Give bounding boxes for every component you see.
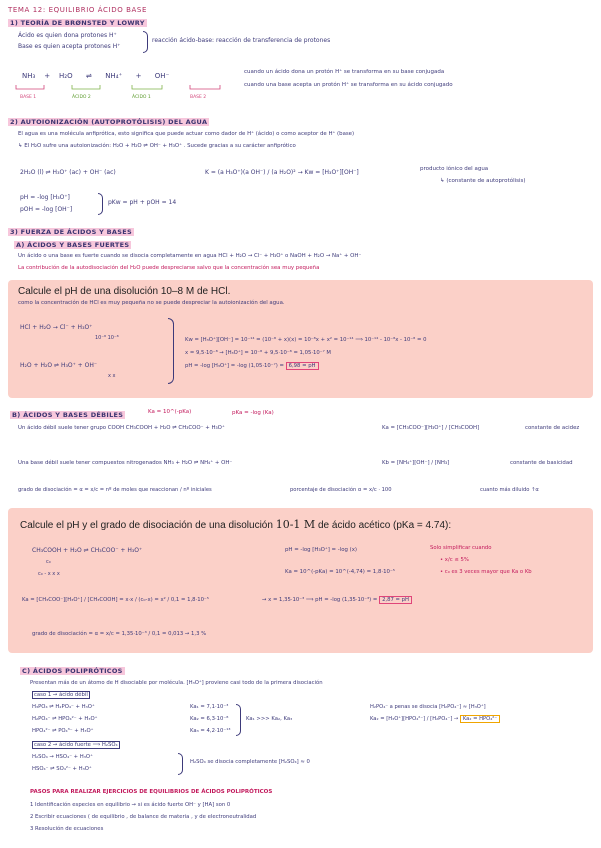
section-1-title-text: 1) TEORÍA DE BRØNSTED Y LOWRY — [10, 19, 145, 27]
subsection-c-title — [20, 667, 125, 675]
kw-expression: K = (a H₃O⁺)(a OH⁻) / (a H₂O)² → Kw = [H₃O⁺][OH⁻] — [205, 169, 359, 176]
ph-formula: pH = -log [H₃O⁺] = -log (x) — [285, 547, 358, 553]
exercise-1-title: Calcule el pH de una disolución 10–8 M de HCl. — [18, 286, 231, 297]
hcl-dissociation: HCl + H₂O → Cl⁻ + H₃O⁺ — [20, 324, 93, 331]
subsection-a-title — [14, 241, 131, 249]
ph-brace — [98, 193, 103, 215]
autoprotolysis-note: ↳ (constante de autoprotólisis) — [440, 178, 526, 184]
ka-note: constante de acidez — [525, 425, 580, 431]
definition-brace — [143, 31, 148, 53]
eq-oh: OH⁻ — [154, 72, 170, 80]
sulfuric-note: H₂SO₄ se disocia completamente [H₂SO₄] ≈ 0 — [190, 759, 310, 765]
sulfuric-eq-2: HSO₄⁻ ⇌ SO₄²⁻ + H₃O⁺ — [32, 766, 92, 772]
water-autoionization: H₂O + H₂O ⇌ H₃O⁺ + OH⁻ — [20, 362, 98, 369]
ionic-product-note: producto iónico del agua — [420, 166, 489, 172]
equilibrium-row: c₀ - x x x — [38, 571, 60, 577]
strong-acid-note: La contribución de la autodisociación del H₂O puede despreciarse salvo que la concentración sea muy pequeña — [18, 265, 320, 271]
case-1-text: caso 1 → ácido débil — [34, 692, 88, 698]
eq-nh4: NH₄⁺ — [105, 72, 123, 80]
polyprotic-text: Presentan más de un átomo de H disociable por molécula. [H₃O⁺] proviene casi todo de la primera disociación — [30, 680, 323, 686]
bronsted-equation — [22, 73, 169, 80]
case-2-text: caso 2 → ácido fuerte ⟹ H₂SO₄ — [34, 742, 118, 748]
case-2-label — [32, 743, 120, 748]
subsection-b-title-text: B) ÁCIDOS Y BASES DÉBILES — [12, 411, 124, 419]
kb-expression: Kb = [NH₄⁺][OH⁻] / [NH₃] — [382, 460, 450, 466]
ph-answer-2: 2,87 = pH — [379, 596, 412, 604]
weak-acid-text: Un ácido débil suele tener grupo COOH CH₃COOH + H₂O ⇌ CH₃COO⁻ + H₃O⁺ — [18, 425, 225, 431]
ka-brace — [236, 704, 241, 736]
water-equilibrium: 2H₂O (l) ⇌ H₃O⁺ (ac) + OH⁻ (ac) — [20, 169, 116, 176]
eq-plus-1: + — [44, 72, 51, 80]
section-1-title — [8, 19, 147, 27]
eq-plus-2: + — [135, 72, 142, 80]
section-3-title-text: 3) FUERZA DE ÁCIDOS Y BASES — [10, 228, 132, 236]
ka-from-pka: Ka = 10^(-pKa) = 10^(-4,74) = 1,8·10⁻⁵ — [285, 569, 395, 575]
simplify-note-2: • x/c ≤ 5% — [440, 557, 469, 563]
exercise-2-title-c: de ácido acético (pKa = 4.74): — [315, 520, 452, 531]
ka2-answer: Ka₂ = HPO₄²⁻ — [460, 715, 500, 723]
ph-calc-text: pH = -log [H₃O⁺] = -log (1,05·10⁻⁷) = — [185, 363, 284, 369]
side-note-1: H₂PO₄⁻ a penas se disocia [H₂PO₄⁻] ≈ [H₃O⁺] — [370, 704, 486, 710]
ka1-value: Ka₁ = 7,1·10⁻³ — [190, 704, 229, 710]
acid-definition: Ácido es quien dona protones H⁺ — [18, 32, 117, 39]
kw-equation: Kw = [H₃O⁺][OH⁻] = 10⁻¹⁴ = (10⁻⁸ + x)(x) = 10⁻⁸x + x² = 10⁻¹⁴ ⟹ 10⁻¹⁴ - 10⁻⁸x - 10⁻⁸ = 0 — [185, 337, 427, 343]
ka2-value: Ka₂ = 6,3·10⁻⁸ — [190, 716, 229, 722]
label-acido-2: ÁCIDO 2 — [72, 95, 91, 100]
base-definition: Base es quien acepta protones H⁺ — [18, 43, 121, 50]
amphiprotic-text: El agua es una molécula anfiprótica, esto significa que puede actuar como dador de H⁺ (ácido) o como aceptor de H⁺ (base) — [18, 131, 355, 137]
acid-base-reaction-note: reacción ácido-base: reacción de transferencia de protones — [152, 37, 331, 44]
phosphoric-eq-3: HPO₄²⁻ ⇌ PO₄³⁻ + H₃O⁺ — [32, 728, 94, 734]
ph-answer: 6,98 = pH — [286, 362, 319, 370]
ka-equation: Ka = [CH₃COO⁻][H₃O⁺] / [CH₃COOH] = x·x / (c₀-x) = x² / 0,1 = 1,8·10⁻⁵ — [22, 597, 209, 603]
subsection-b-title — [10, 411, 125, 419]
sulfuric-brace — [178, 753, 183, 775]
x-solution: x = 9,5·10⁻⁸ → [H₃O⁺] = 10⁻⁸ + 9,5·10⁻⁸ = 1,05·10⁻⁷ M — [185, 350, 331, 356]
exercise-1-brace — [168, 318, 174, 384]
step-3: 3 Resolución de ecuaciones — [30, 826, 104, 832]
step-1: 1 Identificación especies en equilibrio → si es ácido fuerte OH⁻ y [HA] son 0 — [30, 802, 231, 808]
ka-expression: Ka = [CH₃COO⁻][H₃O⁺] / [CH₃COOH] — [382, 425, 480, 431]
side-note-2-text: Ka₂ = [H₃O⁺][HPO₄²⁻] / [H₂PO₄⁻] → — [370, 716, 460, 722]
sulfuric-eq-1: H₂SO₄ → HSO₄⁻ + H₃O⁺ — [32, 754, 93, 760]
section-2-title — [8, 118, 209, 126]
strong-acid-text: Un ácido o una base es fuerte cuando se disocia completamente en agua HCl + H₂O → Cl⁻ + H₃O⁺ o NaOH + H₂O → Na⁺ + OH⁻ — [18, 253, 362, 259]
ka-comparison: Ka₁ >>> Ka₂, Ka₃ — [246, 716, 293, 722]
autoionization-text: ↳ El H₂O sufre una autoionización: H₂O + H₂O ⇌ OH⁻ + H₃O⁺ . Sucede gracias a su carácter anfiprótico — [18, 143, 296, 149]
section-3-title — [8, 228, 134, 236]
poh-definition: pOH = -log [OH⁻] — [20, 206, 73, 213]
simplify-note-1: Solo simplificar cuando — [430, 545, 492, 551]
pka-definition: pKa = -log (Ka) — [232, 410, 274, 416]
label-acido-1: ÁCIDO 1 — [132, 95, 151, 100]
dilution-note: cuanto más diluido ↑α — [480, 487, 539, 493]
hcl-concentrations: 10⁻⁸ 10⁻⁸ — [95, 335, 119, 341]
kb-note: constante de basicidad — [510, 460, 573, 466]
initial-row: c₀ — [46, 559, 51, 565]
subsection-c-title-text: C) ÁCIDOS POLIPRÓTICOS — [22, 667, 123, 675]
ph-calculation — [185, 364, 319, 369]
eq-arrow: ⇌ — [85, 72, 92, 80]
x-result-text: → x = 1,35·10⁻³ ⟹ pH = -log (1,35·10⁻³) = — [262, 597, 378, 603]
label-base-1: BASE 1 — [20, 95, 37, 100]
exercise-2-title-conc: 10-1 M — [275, 518, 316, 531]
water-x-values: x x — [108, 373, 116, 379]
dissociation-degree: grado de disociación = α = x/c = nº de moles que reaccionan / nº iniciales — [18, 487, 212, 493]
side-note-2 — [370, 717, 500, 722]
ph-definition: pH = -log [H₃O⁺] — [20, 194, 70, 201]
phosphoric-eq-1: H₃PO₄ ⇌ H₂PO₄⁻ + H₃O⁺ — [32, 704, 95, 710]
exercise-2-title — [20, 518, 451, 531]
eq-h2o: H₂O — [59, 72, 73, 80]
dissociation-percent: porcentaje de disociación α = x/c · 100 — [290, 487, 392, 493]
subsection-a-title-text: A) ÁCIDOS Y BASES FUERTES — [16, 241, 130, 249]
acetic-equilibrium: CH₃COOH + H₂O ⇌ CH₃COO⁻ + H₃O⁺ — [32, 547, 143, 554]
phosphoric-eq-2: H₂PO₄⁻ ⇌ HPO₄²⁻ + H₃O⁺ — [32, 716, 98, 722]
x-result — [262, 598, 412, 603]
exercise-2-title-a: Calcule el pH y el grado de disociación de una disolución — [20, 520, 276, 531]
exercise-1-note: como la concentración de HCl es muy pequeña no se puede despreciar la autoionización del agua. — [18, 300, 285, 306]
weak-base-text: Una base débil suele tener compuestos nitrogenados NH₃ + H₂O ⇌ NH₄⁺ + OH⁻ — [18, 460, 233, 466]
ka-definition: Ka = 10^(-pKa) — [148, 409, 192, 415]
conjugate-acid-note: cuando una base acepta un protón H⁺ se transforma en su ácido conjugado — [244, 82, 453, 88]
ka3-value: Ka₃ = 4,2·10⁻¹³ — [190, 728, 231, 734]
alpha-calculation: grado de disociación = α = x/c = 1,35·10⁻³ / 0,1 = 0,013 → 1,3 % — [32, 631, 207, 637]
label-base-2: BASE 2 — [190, 95, 207, 100]
conjugate-base-note: cuando un ácido dona un protón H⁺ se transforma en su base conjugada — [244, 69, 445, 75]
case-1-label — [32, 693, 90, 698]
page-title: TEMA 12: EQUILIBRIO ÁCIDO BASE — [8, 6, 147, 14]
section-2-title-text: 2) AUTOIONIZACIÓN (AUTOPROTÓLISIS) DEL AGUA — [10, 118, 208, 126]
pkw-relation: pKw = pH + pOH = 14 — [108, 199, 177, 206]
steps-title: PASOS PARA REALIZAR EJERCICIOS DE EQUILIBRIOS DE ÁCIDOS POLIPRÓTICOS — [30, 789, 273, 795]
bronsted-pair-brackets — [14, 83, 224, 93]
eq-nh3: NH₃ — [22, 72, 36, 80]
step-2: 2 Escribir ecuaciones ( de equilibrio , de balance de materia , y de electroneutralidad — [30, 814, 257, 820]
simplify-note-3: • c₀ es 3 veces mayor que Ka o Kb — [440, 569, 532, 575]
